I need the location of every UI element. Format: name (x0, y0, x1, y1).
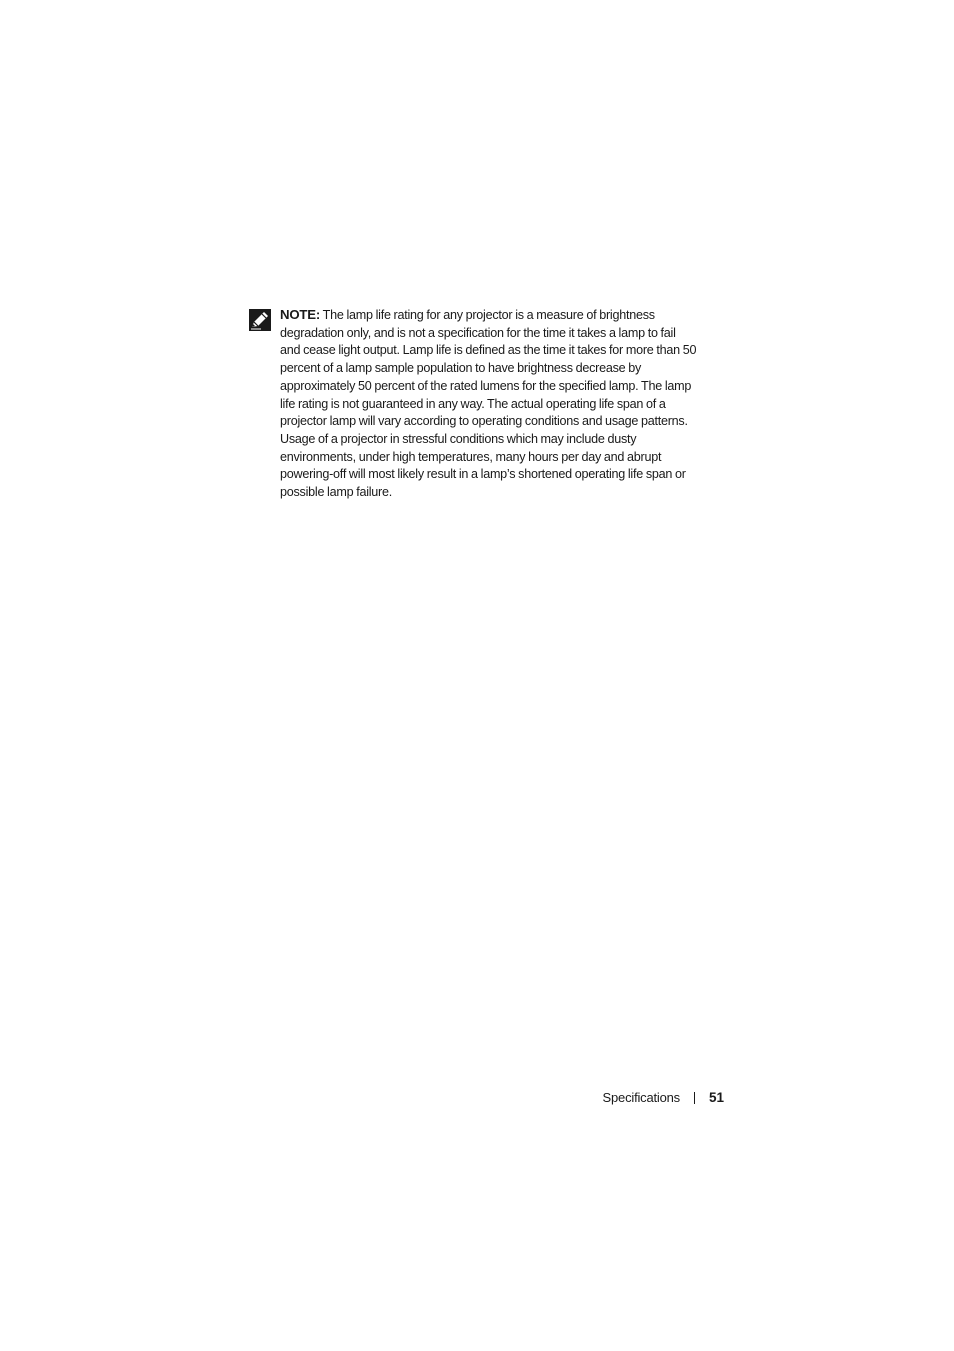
note-line: projector lamp will vary according to operating conditions and usage patterns. (280, 414, 688, 429)
note-line: possible lamp failure. (280, 485, 393, 500)
note-line: NOTE: The lamp life rating for any projector is a measure of brightness (280, 307, 655, 322)
note-label: NOTE: (280, 307, 321, 322)
footer-section-title: Specifications (602, 1090, 680, 1105)
pencil-note-icon (249, 309, 271, 331)
note-line: powering-off will most likely result in a lamp’s shortened operating life span or (280, 467, 686, 482)
page-footer (603, 1089, 724, 1107)
note-line: life rating is not guaranteed in any way. The actual operating life span of a (280, 396, 666, 411)
footer-separator (694, 1092, 695, 1104)
note-line: degradation only, and is not a specification for the time it takes a lamp to fail (280, 325, 676, 340)
note-text (280, 306, 750, 502)
note-line: percent of a lamp sample population to have brightness decrease by (280, 361, 642, 376)
note-line: and cease light output. Lamp life is defined as the time it takes for more than 50 (280, 343, 697, 358)
note-line: environments, under high temperatures, many hours per day and abrupt (280, 449, 662, 464)
note-line: Usage of a projector in stressful conditions which may include dusty (280, 431, 637, 446)
note-line: approximately 50 percent of the rated lumens for the specified lamp. The lamp (280, 378, 692, 393)
page-number: 51 (708, 1090, 724, 1105)
